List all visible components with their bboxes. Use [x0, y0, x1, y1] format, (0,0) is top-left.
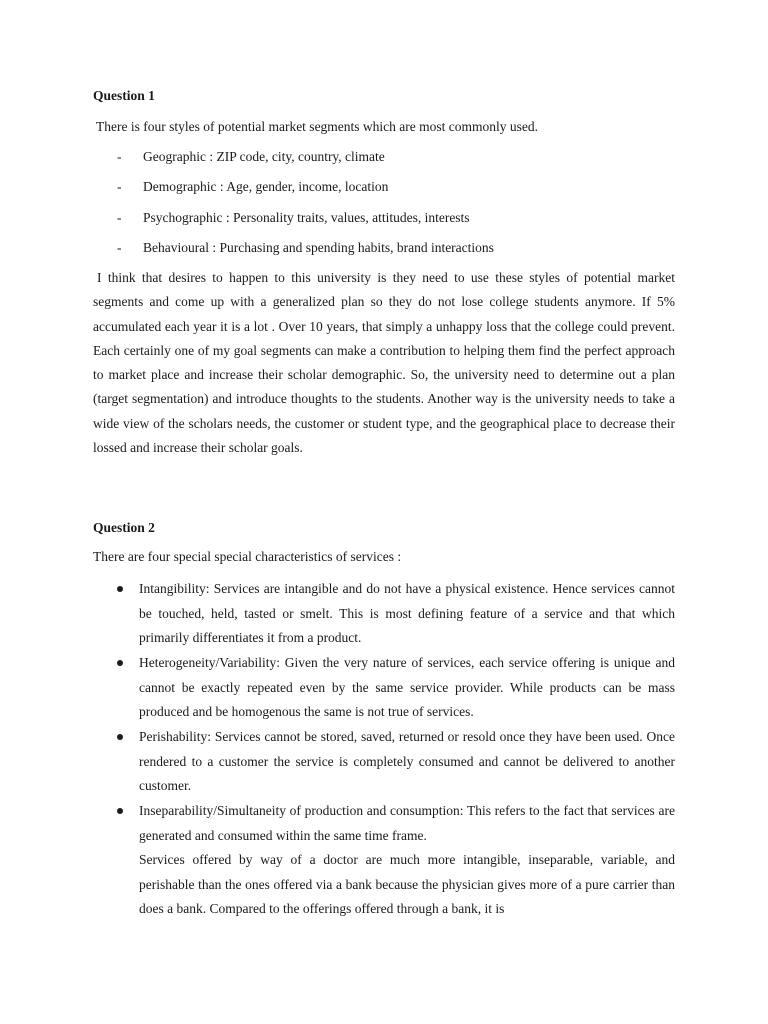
characteristic-text: Intangibility: Services are intangible and do not have a physical existence. Hence services cannot be touched, held, tasted or smelt. This is most defining feature of a service and that which primarily differentiates it from a product. — [139, 581, 675, 645]
segment-text: Demographic : Age, gender, income, location — [143, 179, 389, 194]
question-1-intro: There is four styles of potential market segments which are most commonly used. — [96, 119, 539, 134]
question-2-heading: Question 2 — [93, 520, 155, 535]
question-1-paragraph: I think that desires to happen to this university is they need to use these styles of potential market segments and come up with a generalized plan so they do not lose college students anymore. If 5% accumulated each year it is a lot . Over 10 years, that simply a unhappy loss that the college could prevent. Each certainly one of my goal segments can make a contribution to helping them find the perfect approach to market place and increase their scholar demographic. So, the university need to determine out a plan (target segmentation) and introduce thoughts to the students. Another way is the university needs to take a wide view of the scholars needs, the customer or student type, and the geographical place to decrease their lossed and increase their scholar goals. — [93, 270, 675, 456]
characteristic-text: Heterogeneity/Variability: Given the very nature of services, each service offering is unique and cannot be exactly repeated even by the same service provider. While products can be mass produced and be homogenous the same is not true of services. — [139, 655, 675, 719]
dash-marker: - — [117, 149, 122, 164]
bullet-icon — [117, 586, 123, 592]
characteristic-text: Perishability: Services cannot be stored, saved, returned or resold once they have been used. Once rendered to a customer the service is completely consumed and cannot be delivered to another customer. — [139, 729, 675, 793]
question-2-intro: There are four special special characteristics of services : — [93, 549, 402, 564]
segment-text: Psychographic : Personality traits, values, attitudes, interests — [143, 210, 470, 225]
bullet-icon — [117, 808, 123, 814]
characteristic-item-variability — [139, 651, 675, 725]
characteristic-continuation: Services offered by way of a doctor are much more intangible, inseparable, variable, and perishable than the ones offered via a bank because the physician gives more of a pure carrier than does a bank. Compared to the offerings offered through a bank, it is — [139, 852, 675, 916]
bullet-icon — [117, 734, 123, 740]
dash-marker: - — [117, 179, 122, 194]
segment-text: Behavioural : Purchasing and spending habits, brand interactions — [143, 240, 494, 255]
characteristic-text: Inseparability/Simultaneity of production and consumption: This refers to the fact that services are generated and consumed within the same time frame. — [139, 803, 675, 843]
dash-marker: - — [117, 210, 122, 225]
characteristic-item-intangibility — [139, 577, 675, 651]
question-1-heading: Question 1 — [93, 88, 155, 103]
bullet-icon — [117, 660, 123, 666]
dash-marker: - — [117, 240, 122, 255]
characteristic-item-inseparability — [139, 799, 675, 922]
segment-text: Geographic : ZIP code, city, country, climate — [143, 149, 385, 164]
characteristic-item-perishability — [139, 725, 675, 799]
